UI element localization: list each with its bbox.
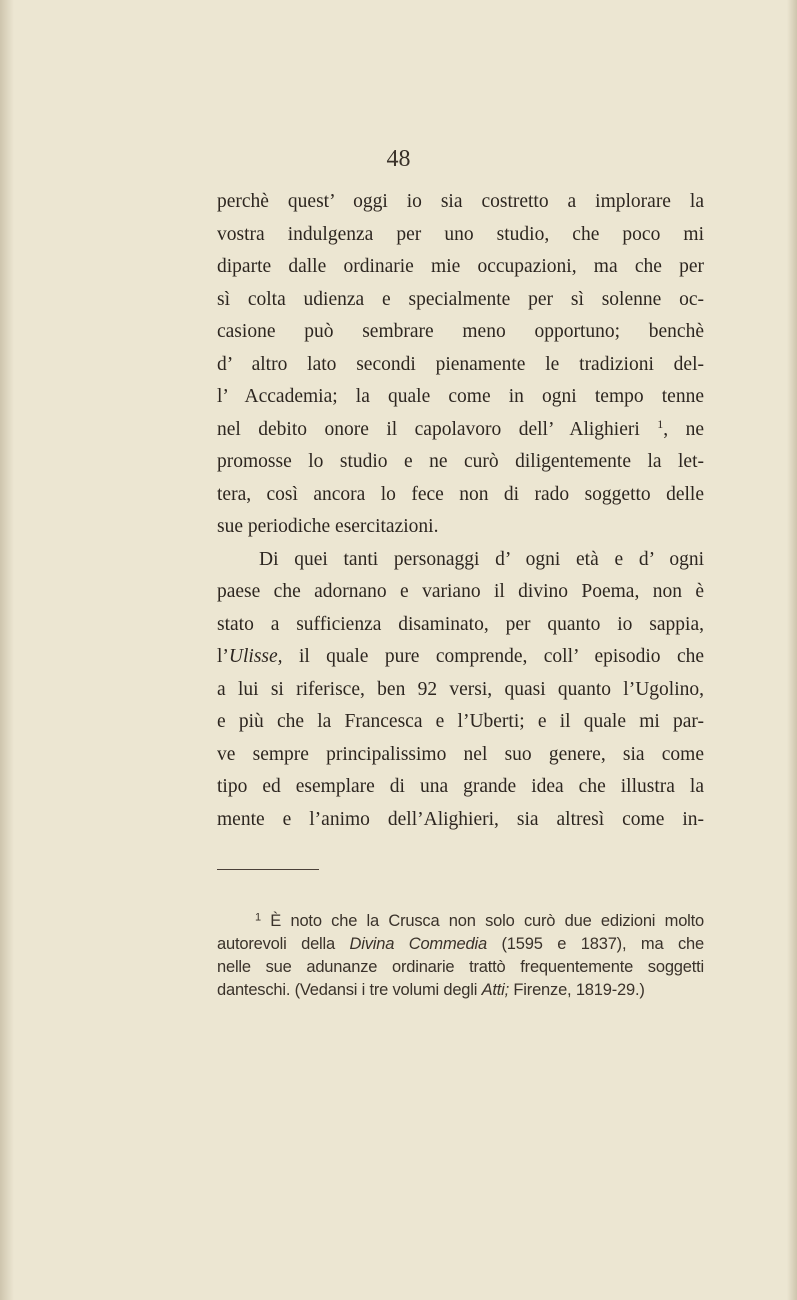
italic-title-divina-commedia: Divina Commedia [349, 935, 487, 953]
footnote-marker: 1 [255, 911, 261, 924]
footnote-line [217, 910, 704, 933]
text-line: vostra indulgenza per uno studio, che poco mi [217, 223, 704, 245]
text-line: tipo ed esemplare di una grande idea che illustra la [217, 776, 704, 797]
page-number: 48 [386, 146, 411, 172]
page-edge-shadow-left [0, 0, 14, 1300]
text-fragment: autorevoli della [217, 935, 350, 953]
text-fragment: nel debito onore il capolavoro dell’ Alighieri [217, 418, 640, 440]
text-line: Di quei tanti personaggi d’ ogni età e d’ ogni [259, 548, 704, 570]
footnote-line: nelle sue adunanze ordinarie trattò frequentemente soggetti [217, 958, 704, 976]
text-line: sue periodiche esercitazioni. [217, 516, 439, 537]
text-fragment: (1595 e 1837), ma che [486, 935, 704, 953]
text-line-with-italic [217, 641, 704, 674]
text-line: stato a sufficienza disaminato, per quanto io sappia, [217, 613, 704, 635]
text-line: ve sempre principalissimo nel suo genere, sia come [217, 743, 704, 765]
text-line: paese che adornano e variano il divino Poema, non è [217, 581, 704, 602]
footnote-divider [217, 869, 319, 870]
italic-title-atti: Atti; [481, 981, 510, 999]
text-line: promosse lo studio e ne curò diligentemente la let- [217, 451, 704, 472]
text-line: diparte dalle ordinarie mie occupazioni, ma che per [217, 256, 704, 277]
italic-name-ulisse: Ulisse, [228, 646, 283, 667]
page-edge-shadow-right [787, 0, 797, 1300]
footnote-reference[interactable]: 1 [657, 416, 664, 431]
text-fragment: il quale pure comprende, coll’ episodio che [282, 646, 704, 667]
text-line: casione può sembrare meno opportuno; benchè [217, 321, 704, 342]
text-line: l’ Accademia; la quale come in ogni tempo tenne [217, 386, 704, 407]
text-line: a lui si riferisce, ben 92 versi, quasi quanto l’Ugolino, [217, 678, 704, 700]
text-line-with-footnote-ref [217, 414, 704, 447]
text-line: perchè quest’ oggi io sia costretto a implorare la [217, 191, 704, 212]
text-line: e più che la Francesca e l’Uberti; e il quale mi par- [217, 711, 704, 732]
text-fragment: È noto che la Crusca non solo curò due edizioni molto [270, 912, 704, 930]
footnote-line [217, 933, 704, 956]
text-fragment: danteschi. (Vedansi i tre volumi degli [217, 981, 482, 999]
text-line: d’ altro lato secondi pienamente le tradizioni del- [217, 353, 704, 375]
text-fragment: l’ [217, 646, 229, 667]
body-text [217, 186, 704, 836]
text-line: sì colta udienza e specialmente per sì solenne oc- [217, 288, 704, 310]
text-line: mente e l’animo dell’Alighieri, sia altresì come in- [217, 808, 704, 830]
text-fragment: Firenze, 1819-29.) [509, 981, 645, 999]
text-fragment: , ne [663, 418, 705, 440]
footnotes [217, 910, 704, 1002]
footnote-line [217, 979, 704, 1002]
text-line: tera, così ancora lo fece non di rado soggetto delle [217, 483, 704, 505]
